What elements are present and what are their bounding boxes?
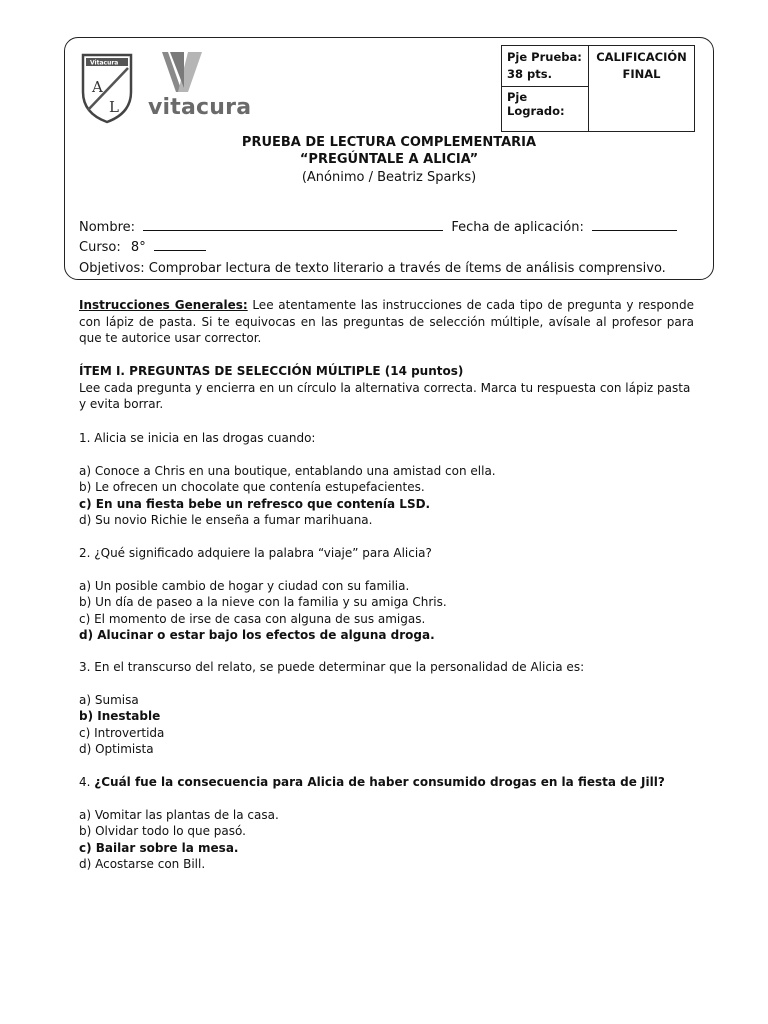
question-text: 2. ¿Qué significado adquiere la palabra “viaje” para Alicia?: [79, 546, 432, 560]
item-instruction: Lee cada pregunta y encierra en un círculo la alternativa correcta. Marca tu respuesta con lápiz pasta y evita borrar.: [79, 380, 691, 411]
option-c[interactable]: c) Introvertida: [79, 725, 165, 740]
pje-prueba-label: Pje Prueba:: [507, 50, 582, 64]
option-c[interactable]: c) Bailar sobre la mesa.: [79, 840, 239, 855]
option-d[interactable]: d) Alucinar o estar bajo los efectos de alguna droga.: [79, 628, 435, 642]
question-2: [79, 545, 694, 644]
pje-prueba-cell: [502, 46, 589, 87]
fecha-blank[interactable]: [592, 220, 677, 231]
school-crest-logo: [80, 52, 134, 124]
crest-letter-l: L: [109, 98, 119, 116]
fecha-label: Fecha de aplicación:: [451, 220, 584, 235]
question-3: [79, 659, 694, 758]
question-4: [79, 774, 694, 873]
nombre-label: Nombre:: [79, 220, 136, 235]
item-header: [79, 363, 694, 413]
option-a[interactable]: a) Conoce a Chris en una boutique, entablando una amistad con ella.: [79, 463, 496, 478]
test-title: PRUEBA DE LECTURA COMPLEMENTARIA: [241, 135, 537, 150]
question-text: 3. En el transcurso del relato, se puede determinar que la personalidad de Alicia es:: [79, 660, 585, 674]
book-author: (Anónimo / Beatriz Sparks): [301, 170, 477, 185]
curso-row: [79, 240, 206, 255]
option-c[interactable]: c) En una fiesta bebe un refresco que contenía LSD.: [79, 496, 431, 511]
brand-name: vitacura: [148, 95, 252, 120]
score-table: [501, 45, 695, 132]
book-title: “PREGÚNTALE A ALICIA”: [299, 152, 479, 167]
calificacion-label-2: FINAL: [622, 67, 661, 81]
option-d[interactable]: d) Su novio Richie le enseña a fumar marihuana.: [79, 513, 373, 527]
objetivos: Objetivos: Comprobar lectura de texto literario a través de ítems de análisis comprensivo.: [79, 261, 666, 276]
calificacion-final-cell[interactable]: [589, 46, 695, 132]
option-d[interactable]: d) Acostarse con Bill.: [79, 857, 206, 871]
question-text-row: [79, 774, 694, 791]
curso-blank[interactable]: [154, 240, 206, 251]
option-c[interactable]: c) El momento de irse de casa con alguna de sus amigas.: [79, 611, 426, 626]
question-text: ¿Cuál fue la consecuencia para Alicia de haber consumido drogas en la fiesta de Jill?: [94, 775, 665, 789]
vitacura-v-icon: [148, 52, 218, 96]
question-text: 1. Alicia se inicia en las drogas cuando:: [79, 431, 316, 445]
option-a[interactable]: a) Un posible cambio de hogar y ciudad con su familia.: [79, 578, 410, 593]
nombre-row: [79, 220, 677, 235]
curso-value: 8°: [130, 240, 146, 255]
option-b[interactable]: b) Olvidar todo lo que pasó.: [79, 824, 246, 838]
pje-logrado-label: Pje Logrado:: [507, 90, 565, 118]
option-a[interactable]: a) Sumisa: [79, 692, 139, 707]
crest-text: Vitacura: [90, 59, 119, 67]
instructions-text: Lee atentamente las instrucciones de cada tipo de pregunta y responde con lápiz de pasta. Si te equivocas en las preguntas de selección múltiple, avísale al profesor para que te autorice usar corrector.: [79, 298, 694, 345]
pje-prueba-value: 38 pts.: [507, 67, 552, 81]
option-b[interactable]: b) Le ofrecen un chocolate que contenía estupefacientes.: [79, 480, 425, 494]
option-d[interactable]: d) Optimista: [79, 742, 154, 756]
question-number: 4.: [79, 775, 95, 789]
instructions-label: Instrucciones Generales:: [79, 298, 248, 312]
instructions: [79, 297, 694, 347]
option-a[interactable]: a) Vomitar las plantas de la casa.: [79, 807, 279, 822]
calificacion-label-1: CALIFICACIÓN: [596, 50, 687, 64]
option-b[interactable]: b) Un día de paseo a la nieve con la familia y su amiga Chris.: [79, 595, 447, 609]
question-1: [79, 430, 694, 529]
crest-letter-a: A: [92, 78, 103, 96]
pje-logrado-cell[interactable]: [502, 87, 589, 132]
item-title: ÍTEM I. PREGUNTAS DE SELECCIÓN MÚLTIPLE (14 puntos): [79, 364, 464, 378]
nombre-blank[interactable]: [143, 220, 443, 231]
option-b[interactable]: b) Inestable: [79, 709, 161, 723]
curso-label: Curso:: [79, 240, 121, 255]
